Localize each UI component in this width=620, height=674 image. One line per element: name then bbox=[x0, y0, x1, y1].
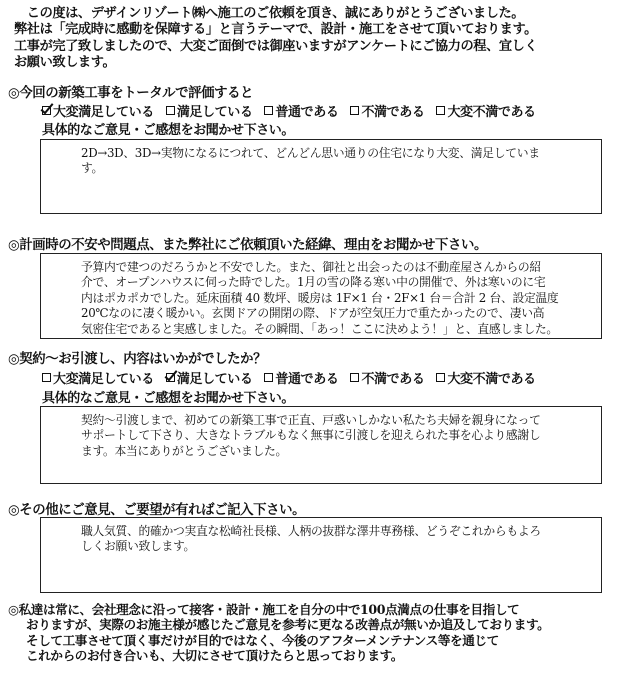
answer-line: しくお願い致します。 bbox=[81, 539, 196, 554]
question-4-answer-box bbox=[40, 517, 602, 593]
answer-line: 内はポカポカでした。延床面積 40 数坪、暖房は 1F×1 台・2F×1 台＝合計 2 台、設定温度 bbox=[81, 290, 559, 305]
answer-line: 2D→3D、3D→実物になるにつれて、どんどん思い通りの住宅になり大変、満足していま bbox=[81, 146, 540, 160]
answer-line: す。 bbox=[81, 161, 104, 176]
checkbox-icon[interactable] bbox=[264, 106, 273, 115]
question-1-options bbox=[42, 101, 536, 120]
intro-line: 工事が完了致しましたので、大変ご面倒では御座いますがアンケートにご協力の程、宜しく bbox=[14, 38, 538, 54]
checkbox-icon[interactable] bbox=[42, 373, 51, 382]
option-label: 満足している bbox=[176, 372, 253, 387]
option-label: 不満である bbox=[361, 372, 425, 387]
checkbox-icon[interactable] bbox=[350, 106, 359, 115]
checkbox-checked-icon[interactable] bbox=[166, 373, 175, 382]
closing-line: そして工事させて頂く事だけが目的ではなく、今後のアフターメンテナンス等を通じて bbox=[26, 632, 499, 648]
intro-line: 弊社は「完成時に感動を保障する」と言うテーマで、設計・施工をさせて頂いております。 bbox=[14, 22, 537, 38]
option-dissatisfied[interactable] bbox=[350, 368, 424, 387]
checkbox-icon[interactable] bbox=[166, 106, 175, 115]
question-3-prompt: 具体的なご意見・ご感想をお聞かせ下さい。 bbox=[42, 391, 295, 406]
option-very-satisfied[interactable] bbox=[42, 368, 154, 387]
option-neutral[interactable] bbox=[264, 368, 338, 387]
intro-line: この度は、デザインリゾート㈱へ施工のご依頼を頂き、誠にありがとうございました。 bbox=[14, 6, 525, 21]
closing-text bbox=[8, 602, 616, 664]
answer-line: 予算内で建つのだろうかと不安でした。また、御社と出会ったのは不動産屋さんからの紹 bbox=[81, 260, 541, 274]
question-2-answer-box bbox=[40, 253, 602, 339]
option-satisfied[interactable] bbox=[166, 101, 253, 120]
checkbox-icon[interactable] bbox=[436, 373, 445, 382]
answer-line: サポートして下さり、大きなトラブルもなく無事に引渡しを迎えられた事を心より感謝し bbox=[81, 428, 541, 443]
question-2-title: ◎計画時の不安や問題点、また弊社にご依頼頂いた経緯、理由をお聞かせ下さい。 bbox=[8, 237, 487, 253]
option-very-dissatisfied[interactable] bbox=[436, 101, 535, 120]
answer-line: 20℃なのに凄く暖かい。玄関ドアの開閉の際、ドアが空気圧力で重たかったので、凄い高 bbox=[81, 306, 545, 321]
checkbox-icon[interactable] bbox=[436, 106, 445, 115]
answer-line: 介で、オープンハウスに伺った時でした。1月の雪の降る寒い中の開催で、外は寒いのに宅 bbox=[81, 275, 546, 290]
checkbox-checked-icon[interactable] bbox=[42, 106, 51, 115]
option-label: 大変満足している bbox=[53, 372, 154, 387]
question-3-options bbox=[42, 368, 536, 387]
question-4-title: ◎その他にご意見、ご要望が有ればご記入下さい。 bbox=[8, 502, 306, 518]
question-3-title: ◎契約～お引渡し、内容はいかがでしたか？ bbox=[8, 351, 267, 367]
question-1-title: ◎今回の新築工事をトータルで評価すると bbox=[8, 85, 254, 101]
option-label: 不満である bbox=[361, 105, 425, 120]
option-label: 普通である bbox=[275, 105, 339, 120]
option-dissatisfied[interactable] bbox=[350, 101, 424, 120]
question-1-prompt: 具体的なご意見・ご感想をお聞かせ下さい。 bbox=[42, 123, 295, 138]
option-neutral[interactable] bbox=[264, 101, 338, 120]
option-very-satisfied[interactable] bbox=[42, 101, 154, 120]
option-label: 大変不満である bbox=[447, 372, 536, 387]
answer-line: ます。本当にありがとうございました。 bbox=[81, 443, 288, 458]
checkbox-icon[interactable] bbox=[264, 373, 273, 382]
closing-line: これからのお付き合いも、大切にさせて頂けたらと思っております。 bbox=[26, 648, 403, 664]
intro-text bbox=[14, 6, 614, 71]
checkbox-icon[interactable] bbox=[350, 373, 359, 382]
option-label: 大変満足している bbox=[53, 105, 154, 120]
intro-line: お願い致します。 bbox=[14, 54, 116, 70]
answer-line: 気密住宅であると実感しました。その瞬間、「あっ！ここに決めよう！」と、直感しました。 bbox=[81, 321, 558, 336]
option-very-dissatisfied[interactable] bbox=[436, 368, 535, 387]
question-3-answer-box bbox=[40, 406, 602, 484]
closing-line: おりますが、実際のお施主様が感じたご意見を参考に更なる改善点が無いか追及しております。 bbox=[26, 617, 550, 633]
option-label: 大変不満である bbox=[447, 105, 536, 120]
answer-line: 契約～引渡しまで、初めての新築工事で正直、戸惑いしかない私たち夫婦を親身になって bbox=[81, 413, 541, 427]
answer-line: 職人気質、的確かつ実直な松崎社長様、人柄の抜群な澤井専務様、どうぞこれからもよろ bbox=[81, 524, 541, 538]
question-1-answer-box bbox=[40, 139, 602, 214]
option-label: 普通である bbox=[275, 372, 339, 387]
option-label: 満足している bbox=[176, 105, 253, 120]
option-satisfied[interactable] bbox=[166, 368, 253, 387]
closing-line: ◎私達は常に、会社理念に沿って接客・設計・施工を自分の中で100点満点の仕事を目指して bbox=[8, 602, 520, 617]
